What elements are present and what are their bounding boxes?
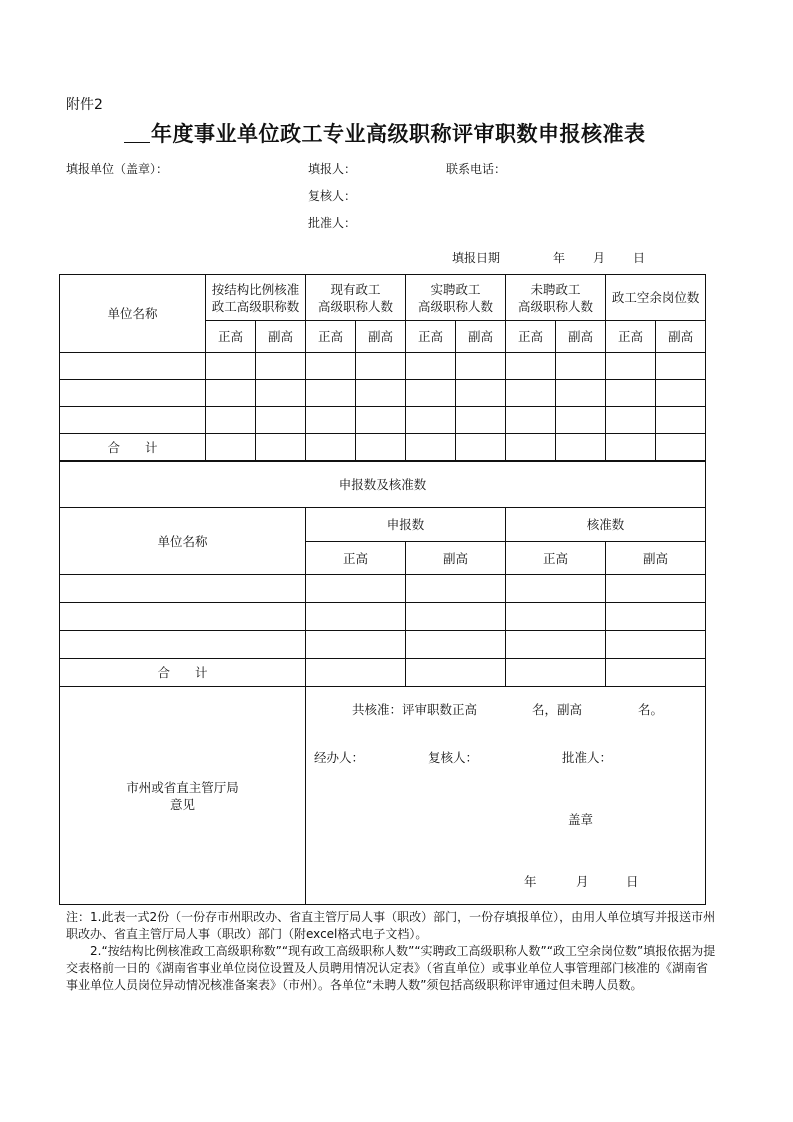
reviewer-label: 复核人： [308,189,357,203]
unit-name-header: 单位名称 [60,275,206,353]
table-cell[interactable] [60,407,206,434]
sub-header-deputy: 副高 [356,321,406,353]
sub-header-deputy: 副高 [556,321,606,353]
table-cell[interactable] [206,380,256,407]
table-cell[interactable] [406,631,506,659]
table-cell[interactable] [506,407,556,434]
total-label: 合 计 [60,434,206,461]
table-cell[interactable] [256,434,306,461]
handler-label: 经办人： [314,750,365,765]
reviewer-label: 复核人： [428,750,479,765]
date-month: 月 [593,251,606,265]
sub-header-senior: 正高 [306,542,406,575]
table-cell[interactable] [556,380,606,407]
approve-text-2: 名，副高 [532,702,583,717]
sub-header-senior: 正高 [506,542,606,575]
table-cell[interactable] [506,380,556,407]
table-cell[interactable] [306,659,406,687]
table-cell[interactable] [556,407,606,434]
table-row [60,380,706,407]
phone-label: 联系电话： [446,162,507,176]
table-cell[interactable] [256,353,306,380]
approve-text-3: 名。 [638,702,664,717]
table-cell[interactable] [60,380,206,407]
group-header-unemployed: 未聘政工 高级职称人数 [506,275,606,321]
table-cell[interactable] [456,380,506,407]
sub-header-senior: 正高 [406,321,456,353]
opinion-area[interactable] [306,687,706,905]
post-count-table [59,274,706,461]
note-2: 2.“按结构比例核准政工高级职称数”“现有政工高级职称人数”“实聘政工高级职称人数”“政工空余岗位数”填报依据为提交表格前一日的《湖南省事业单位岗位设置及人员聘用情况认定表》（省直单位）或事业单位人事管理部门核准的《湖南省事业单位人员岗位异动情况核准备案表》（市州）。各单位“未聘人数”须包括高级职称评审通过但未聘人员数。 [66,944,716,992]
opinion-label: 市州或省直主管厅局 意见 [60,687,306,905]
table-cell[interactable] [506,434,556,461]
sub-header-deputy: 副高 [256,321,306,353]
date-label: 填报日期 [452,251,501,265]
sub-header-deputy: 副高 [606,542,706,575]
date-year: 年 [524,874,537,889]
table-cell[interactable] [306,603,406,631]
date-year: 年 [553,251,566,265]
sub-header-senior: 正高 [306,321,356,353]
date-day: 日 [633,251,646,265]
date-month: 月 [576,874,589,889]
table-cell[interactable] [256,407,306,434]
notes [66,909,716,994]
table-cell[interactable] [606,407,656,434]
table-cell[interactable] [506,659,606,687]
table-row [60,603,706,631]
apply-approve-table [59,461,706,905]
seal-label: 盖章 [568,812,594,827]
note-1: 注：1.此表一式2份（一份存市州职改办、省直主管厅局人事（职改）部门，一份存填报单位），由用人单位填写并报送市州职改办、省直主管厅局人事（职改）部门（附excel格式电子文档）。 [66,910,716,941]
unit-name-header: 单位名称 [60,508,306,575]
table-cell[interactable] [406,575,506,603]
table-cell[interactable] [606,434,656,461]
table-cell[interactable] [556,434,606,461]
group-header-existing: 现有政工 高级职称人数 [306,275,406,321]
table-cell[interactable] [306,407,356,434]
apply-header: 申报数 [306,508,506,542]
table-cell[interactable] [306,434,356,461]
table-cell[interactable] [456,353,506,380]
total-label: 合 计 [60,659,306,687]
sub-header-deputy: 副高 [406,542,506,575]
total-row [60,434,706,461]
year-blank [124,124,150,143]
table-cell[interactable] [406,434,456,461]
sub-header-deputy: 副高 [456,321,506,353]
table-cell[interactable] [60,603,306,631]
table-cell[interactable] [206,434,256,461]
filler-label: 填报人： [308,162,357,176]
approve-text-1: 共核准：评审职数正高 [352,702,478,717]
total-row [60,659,706,687]
section-title: 申报数及核准数 [60,462,706,508]
table-cell[interactable] [606,353,656,380]
table-cell[interactable] [356,407,406,434]
table-cell[interactable] [606,575,706,603]
table-cell[interactable] [606,631,706,659]
table-cell[interactable] [606,380,656,407]
table-cell[interactable] [606,659,706,687]
table-cell[interactable] [406,659,506,687]
table-cell[interactable] [306,631,406,659]
unit-label: 填报单位（盖章）： [66,162,169,176]
group-header-employed: 实聘政工 高级职称人数 [406,275,506,321]
approver-label: 批准人： [308,216,357,230]
table-cell[interactable] [406,603,506,631]
table-cell[interactable] [356,380,406,407]
table-cell[interactable] [506,603,606,631]
table-row [60,353,706,380]
table-cell[interactable] [256,380,306,407]
approver-label: 批准人： [562,750,613,765]
table-cell[interactable] [60,631,306,659]
table-cell[interactable] [406,407,456,434]
annex-label: 附件2 [66,97,103,113]
table-row [60,631,706,659]
table-cell[interactable] [656,380,706,407]
table-cell[interactable] [356,434,406,461]
form-title [124,118,646,148]
table-cell[interactable] [506,631,606,659]
table-cell[interactable] [406,380,456,407]
table-cell[interactable] [656,353,706,380]
group-header-vacancies: 政工空余岗位数 [606,275,706,321]
table-cell[interactable] [206,407,256,434]
table-cell[interactable] [60,575,306,603]
table-cell[interactable] [506,575,606,603]
table-cell[interactable] [306,575,406,603]
table-cell[interactable] [406,353,456,380]
sub-header-senior: 正高 [206,321,256,353]
group-header-approved: 按结构比例核准 政工高级职称数 [206,275,306,321]
table-cell[interactable] [206,353,256,380]
table-cell[interactable] [60,353,206,380]
table-cell[interactable] [306,380,356,407]
table-cell[interactable] [456,407,506,434]
table-cell[interactable] [506,353,556,380]
table-cell[interactable] [306,353,356,380]
table-cell[interactable] [456,434,506,461]
table-cell[interactable] [356,353,406,380]
table-cell[interactable] [606,603,706,631]
approve-header: 核准数 [506,508,706,542]
form-title-text: 年度事业单位政工专业高级职称评审职数申报核准表 [151,122,646,146]
table-row [60,407,706,434]
table-cell[interactable] [656,407,706,434]
date-day: 日 [626,874,639,889]
table-cell[interactable] [556,353,606,380]
sub-header-senior: 正高 [606,321,656,353]
sub-header-senior: 正高 [506,321,556,353]
sub-header-deputy: 副高 [656,321,706,353]
table-row [60,575,706,603]
table-cell[interactable] [656,434,706,461]
